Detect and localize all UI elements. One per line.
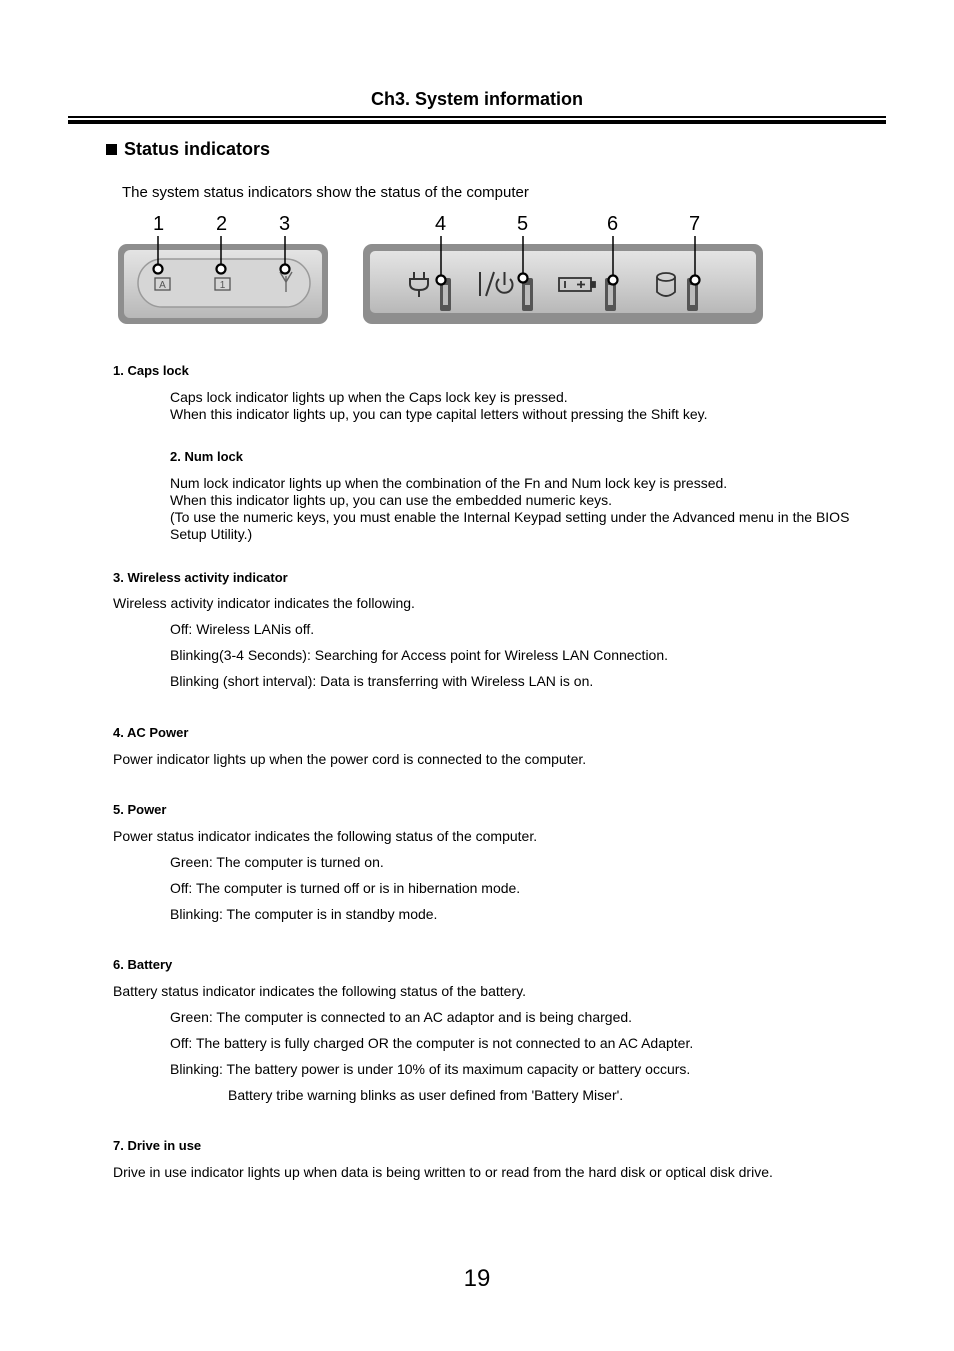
chapter-title: Ch3. System information	[370, 89, 584, 109]
bullet-square-icon	[106, 144, 117, 155]
drive-text: Drive in use indicator lights up when data is being written to or read from the hard disk or optical disk drive.	[113, 1164, 773, 1180]
power-green: Green: The computer is turned on.	[170, 854, 384, 870]
indicator-number-7: 7	[689, 213, 701, 235]
power-led-lens	[525, 285, 530, 305]
num-lock-line-1: Num lock indicator lights up when the combination of the Fn and Num lock key is pressed.	[170, 475, 728, 491]
num-lock-heading: 2. Num lock	[170, 449, 243, 464]
header-rule-thick	[68, 120, 886, 124]
battery-led-lens	[608, 285, 613, 305]
drive-heading: 7. Drive in use	[113, 1138, 202, 1153]
wireless-blink-short: Blinking (short interval): Data is transferring with Wireless LAN is on.	[170, 673, 594, 689]
section-title: Status indicators	[124, 139, 271, 159]
drive-led-lens	[690, 285, 695, 305]
section-intro: The system status indicators show the status of the computer	[122, 184, 529, 201]
indicator-number-1: 1	[153, 213, 165, 235]
num-lock-line-3: (To use the numeric keys, you must enable the Internal Keypad setting under the Advanced menu in the BIOS	[170, 509, 850, 525]
section-heading	[106, 139, 270, 160]
battery-blinking: Blinking: The battery power is under 10% of its maximum capacity or battery occurs.	[170, 1061, 691, 1077]
power-intro: Power status indicator indicates the following status of the computer.	[113, 828, 538, 844]
caps-lock-glyph: A	[159, 280, 166, 291]
battery-heading: 6. Battery	[113, 957, 173, 972]
battery-off: Off: The battery is fully charged OR the computer is not connected to an AC Adapter.	[170, 1035, 694, 1051]
ac-power-heading: 4. AC Power	[113, 725, 189, 740]
battery-note: Battery tribe warning blinks as user defined from 'Battery Miser'.	[228, 1087, 624, 1103]
header-rule-thin	[68, 116, 886, 118]
ac-power-text: Power indicator lights up when the power cord is connected to the computer.	[113, 751, 587, 767]
wireless-blink-long: Blinking(3-4 Seconds): Searching for Access point for Wireless LAN Connection.	[170, 647, 669, 663]
caps-lock-line-1: Caps lock indicator lights up when the Caps lock key is pressed.	[170, 389, 568, 405]
status-indicator-figure	[110, 236, 770, 332]
power-blinking: Blinking: The computer is in standby mode.	[170, 906, 438, 922]
indicator-number-2: 2	[216, 213, 228, 235]
power-heading: 5. Power	[113, 802, 167, 817]
battery-green: Green: The computer is connected to an AC adaptor and is being charged.	[170, 1009, 633, 1025]
page-number: 19	[463, 1265, 491, 1292]
caps-lock-heading: 1. Caps lock	[113, 363, 189, 378]
indicator-number-3: 3	[279, 213, 291, 235]
wireless-off: Off: Wireless LANis off.	[170, 621, 315, 637]
power-off: Off: The computer is turned off or is in hibernation mode.	[170, 880, 521, 896]
indicator-number-6: 6	[607, 213, 619, 235]
ac-power-led-lens	[443, 285, 448, 305]
caps-lock-line-2: When this indicator lights up, you can type capital letters without pressing the Shift key.	[170, 406, 708, 422]
indicator-number-4: 4	[435, 213, 447, 235]
battery-intro: Battery status indicator indicates the following status of the battery.	[113, 983, 526, 999]
indicator-number-5: 5	[517, 213, 529, 235]
num-lock-glyph: 1	[219, 280, 226, 291]
num-lock-line-2: When this indicator lights up, you can use the embedded numeric keys.	[170, 492, 613, 508]
wireless-intro: Wireless activity indicator indicates the following.	[113, 595, 415, 611]
right-indicator-panel	[363, 244, 763, 324]
num-lock-line-4: Setup Utility.)	[170, 526, 253, 542]
wireless-heading: 3. Wireless activity indicator	[113, 570, 288, 585]
